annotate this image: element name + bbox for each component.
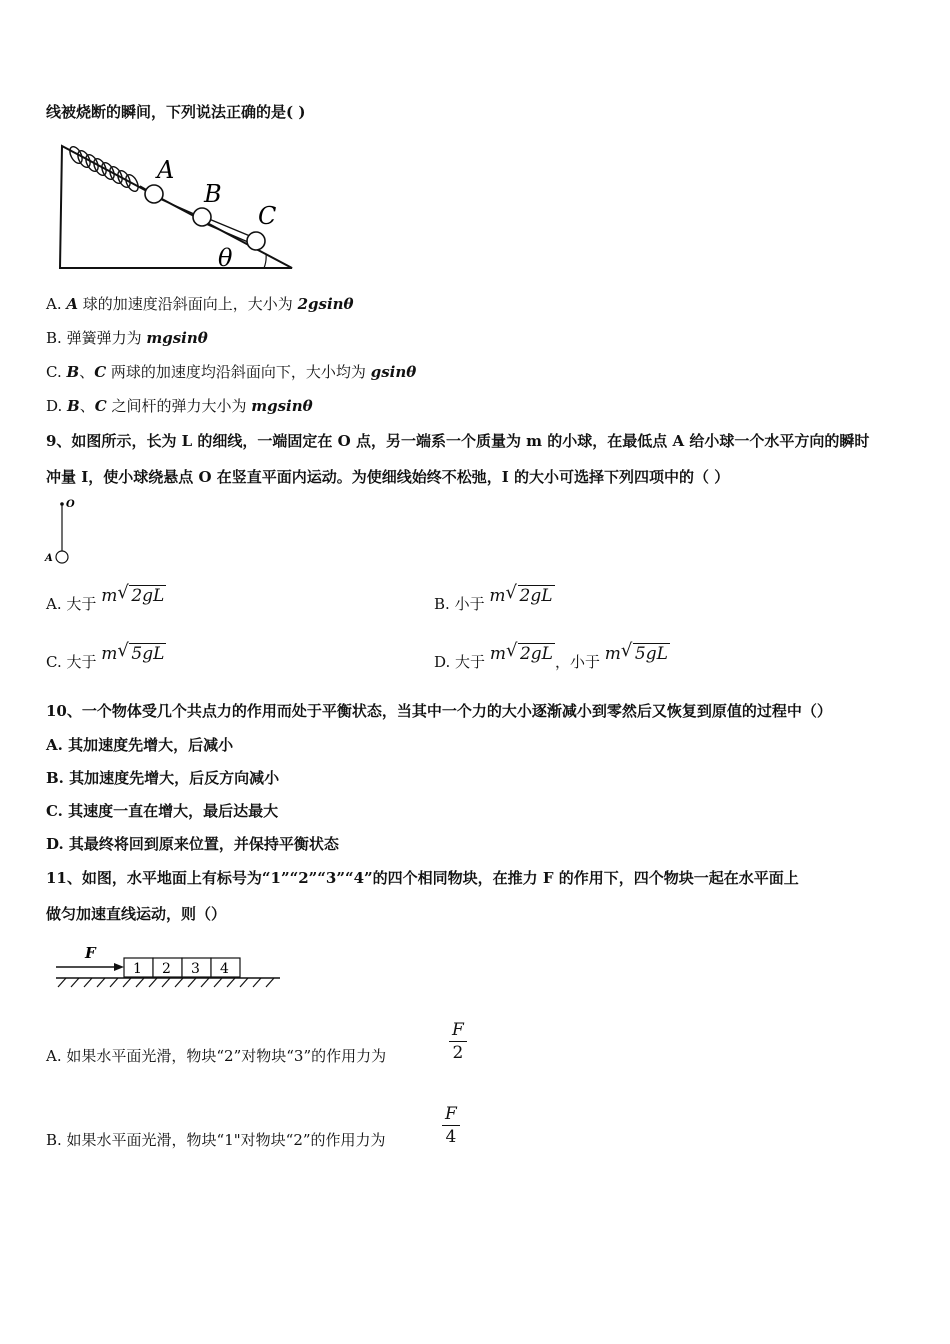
block-1: 1 [133, 961, 142, 977]
q11-stem-line2: 做匀加速直线运动，则（） [46, 905, 227, 923]
q9-option-d[interactable]: D. 大于 m √ 2gL ，小于 m √ 5gL [434, 640, 668, 671]
block-4: 4 [220, 961, 229, 977]
block-2: 2 [162, 961, 171, 977]
q9-option-a[interactable]: A. 大于 m √ 2gL [46, 582, 165, 613]
q8-option-d[interactable]: D. B、C 之间杆的弹力大小为 mgsinθ [46, 397, 313, 415]
q8-stem-tail: 线被烧断的瞬间，下列说法正确的是( ) [46, 103, 306, 121]
label-a-point: A [45, 553, 53, 564]
label-c: C [258, 202, 277, 230]
label-b: B [204, 180, 222, 208]
ball-c [247, 232, 265, 250]
q10-option-c[interactable]: C. 其速度一直在增大，最后达最大 [46, 802, 279, 820]
label-theta: θ [218, 244, 233, 272]
q8-option-c[interactable]: C. B、C 两球的加速度均沿斜面向下，大小均为 gsinθ [46, 363, 417, 381]
ball-b [193, 208, 211, 226]
q9-option-c[interactable]: C. 大于 m √ 5gL [46, 640, 165, 671]
blocks-figure [52, 940, 284, 992]
q11-stem-line1: 11、如图，水平地面上有标号为“1”“2”“3”“4”的四个相同物块，在推力 F 的作用下，四个物块一起在水平面上 [46, 869, 799, 887]
q11-option-b[interactable]: B. 如果水平面光滑，物块“1"对物块“2”的作用力为 [46, 1131, 386, 1149]
ball-a [145, 185, 163, 203]
q8-option-a[interactable]: A. A 球的加速度沿斜面向上，大小为 2gsinθ [46, 295, 354, 313]
q9-option-b[interactable]: B. 小于 m √ 2gL [434, 582, 553, 613]
pendulum-figure [44, 496, 84, 568]
q11-option-a[interactable]: A. 如果水平面光滑，物块“2”对物块“3”的作用力为 [46, 1047, 387, 1065]
incline-figure [56, 140, 301, 275]
label-a: A [157, 156, 175, 184]
label-o: O [66, 499, 75, 510]
q9-stem-line2: 冲量 I，使小球绕悬点 O 在竖直平面内运动。为使细线始终不松弛，I 的大小可选择下列四项中的（ ） [46, 468, 730, 486]
q10-option-b[interactable]: B. 其加速度先增大，后反方向减小 [46, 769, 280, 787]
q9-stem-line1: 9、如图所示，长为 L 的细线，一端固定在 O 点，另一端系一个质量为 m 的小球，在最低点 A 给小球一个水平方向的瞬时 [46, 432, 870, 450]
q11-option-b-fraction: F 4 [442, 1104, 460, 1147]
q8-option-b[interactable]: B. 弹簧弹力为 mgsinθ [46, 329, 208, 347]
q10-stem: 10、一个物体受几个共点力的作用而处于平衡状态，当其中一个力的大小逐渐减小到零然后又恢复到原值的过程中（） [46, 702, 832, 720]
q11-option-a-fraction: F 2 [449, 1020, 467, 1063]
force-label: F [85, 944, 96, 962]
block-3: 3 [191, 961, 200, 977]
q10-option-a[interactable]: A. 其加速度先增大，后减小 [46, 736, 234, 754]
q10-option-d[interactable]: D. 其最终将回到原来位置，并保持平衡状态 [46, 835, 339, 853]
